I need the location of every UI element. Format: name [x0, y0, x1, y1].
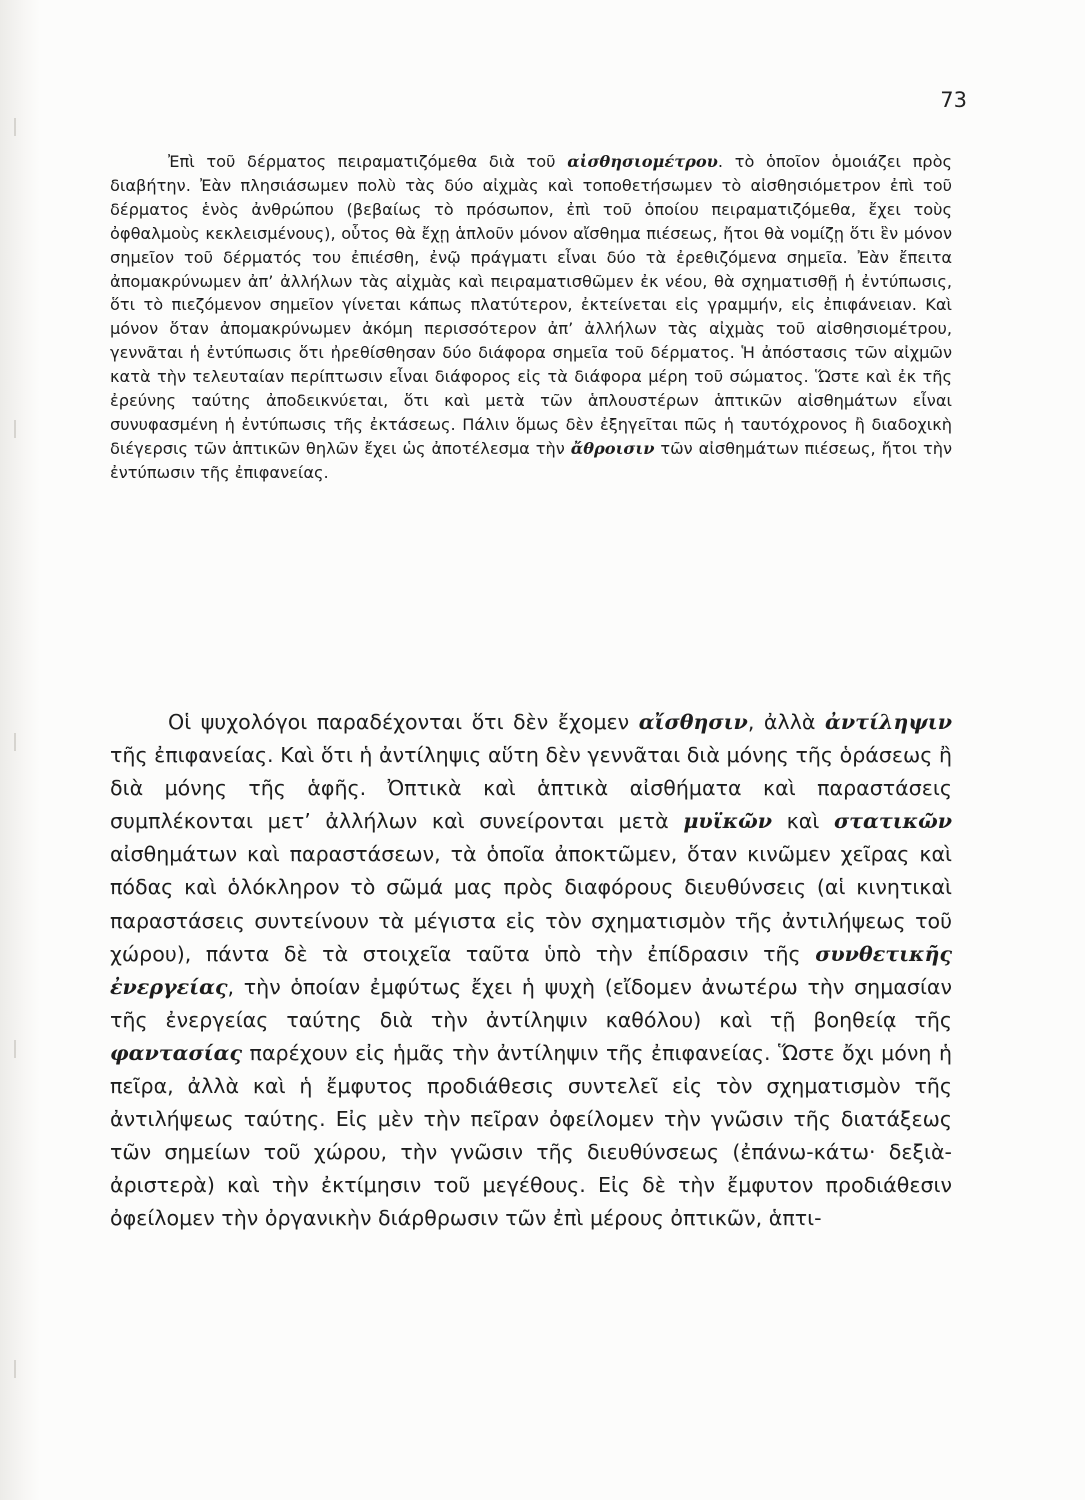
- edge-mark: [14, 1360, 16, 1378]
- paragraph-1: [110, 150, 952, 485]
- emphasis-term: μυϊκῶν: [683, 809, 773, 834]
- emphasis-term: ἄθροισιν: [570, 438, 655, 458]
- text-run: Ἐπὶ τοῦ δέρματος πειραματιζόμεθα διὰ τοῦ: [168, 152, 568, 171]
- emphasis-term: αἴσθησιν: [638, 710, 748, 734]
- edge-mark: [14, 733, 16, 751]
- text-run: τῶν αἰσθημάτων πιέσεως, ἤτοι τὴν ἐντύπωσιν τῆς ἐπιφανείας.: [110, 438, 952, 482]
- text-run: , ἀλλὰ: [747, 710, 825, 734]
- edge-mark: [14, 1040, 16, 1058]
- paragraph-2-text: [110, 706, 952, 1236]
- emphasis-term: αἰσθησιομέτρου: [567, 152, 718, 171]
- paragraph-1-text: [110, 150, 952, 485]
- page-gutter-edge: [0, 0, 40, 1500]
- edge-mark: [14, 420, 16, 438]
- emphasis-term: στατικῶν: [833, 809, 952, 834]
- emphasis-term: συνθετικῆς ἐνεργείας: [110, 941, 952, 999]
- emphasis-term: ἀντίληψιν: [824, 710, 952, 734]
- emphasis-term: φαντασίας: [110, 1040, 243, 1065]
- page-number: 73: [940, 88, 967, 112]
- text-run: τῆς ἐπιφανείας. Καὶ ὅτι ἡ ἀντίληψις αὕτη δὲν γεννᾶται διὰ μόνης τῆς ὁράσεως ἢ διὰ μόνης τῆς ἁφῆς. Ὀπτικὰ καὶ ἁπτικὰ αἰσθήματα καὶ παραστάσεις συμπλέκονται μετ’ ἀλλήλων καὶ συνείρονται μετὰ: [110, 743, 952, 834]
- text-run: Οἱ ψυχολόγοι παραδέχονται ὅτι δὲν ἔχομεν: [168, 710, 639, 734]
- text-run: . τὸ ὁποῖον ὁμοιάζει πρὸς διαβήτην. Ἐὰν πλησιάσωμεν πολὺ τὰς δύο αἰχμὰς καὶ τοποθετήσωμεν τὸ αἰσθησιόμετρον ἐπὶ τοῦ δέρματος ἑνὸς ἀνθρώπου (βεβαίως τὸ πρόσωπον, ἐπὶ τοῦ ὁποίου πειραματιζόμεθα, ἔχει τοὺς ὀφθαλμοὺς κεκλεισμένους), οὗτος θὰ ἔχῃ ἁπλοῦν μόνον αἴσθημα πιέσεως, ἤτοι θὰ νομίζῃ ὅτι ἓν μόνον σημεῖον τοῦ δέρματός του ἐπιέσθη, ἐνῷ πράγματι εἶναι δύο τὰ ἐρεθιζόμενα σημεῖα. Ἐὰν ἔπειτα ἀπομακρύνωμεν ἀπ’ ἀλλήλων τὰς αἰχμὰς καὶ πειραματισθῶμεν ἐκ νέου, θὰ σχηματισθῇ ἡ ἐντύπωσις, ὅτι τὸ πιεζόμενον σημεῖον γίνεται κάπως πλατύτερον, ἐκτείνεται εἰς γραμμήν, εἰς ἐπιφάνειαν. Καὶ μόνον ὅταν ἀπομακρύνωμεν ἀκόμη περισσότερον ἀπ’ ἀλλήλων τὰς αἰχμὰς τοῦ αἰσθησιομέτρου, γεννᾶται ἡ ἐντύπωσις ὅτι ἠρεθίσθησαν δύο διάφορα σημεῖα τοῦ δέρματος. Ἡ ἀπόστασις τῶν αἰχμῶν κατὰ τὴν τελευταίαν περίπτωσιν εἶναι διάφορος εἰς τὰ διάφορα μέρη τοῦ σώματος. Ὥστε καὶ ἐκ τῆς ἐρεύνης ταύτης ἀποδεικνύεται, ὅτι καὶ μετὰ τῶν ἁπλουστέρων ἁπτικῶν αἰσθημάτων εἶναι συνυφασμένη ἡ ἐντύπωσις τῆς ἐκτάσεως. Πάλιν ὅμως δὲν ἐξηγεῖται πῶς ἡ ταυτόχρονος ἢ διαδοχικὴ διέγερσις τῶν ἁπτικῶν θηλῶν ἔχει ὡς ἀποτέλεσμα τὴν: [110, 152, 952, 458]
- paragraph-2: [110, 706, 952, 1236]
- text-run: παρέχουν εἰς ἡμᾶς τὴν ἀντίληψιν τῆς ἐπιφανείας. Ὥστε ὄχι μόνη ἡ πεῖρα, ἀλλὰ καὶ ἡ ἔμφυτος προδιάθεσις συντελεῖ εἰς τὸν σχηματισμὸν τῆς ἀντιλήψεως ταύτης. Εἰς μὲν τὴν πεῖραν ὀφείλομεν τὴν γνῶσιν τῆς διατάξεως τῶν σημείων τοῦ χώρου, τὴν γνῶσιν τῆς διευθύνσεως (ἐπάνω-κάτω· δεξιὰ-ἀριστερὰ) καὶ τὴν ἐκτίμησιν τοῦ μεγέθους. Εἰς δὲ τὴν ἔμφυτον προδιάθεσιν ὀφείλομεν τὴν ὀργανικὴν διάρθρωσιν τῶν ἐπὶ μέρους ὀπτικῶν, ἁπτι-: [110, 1040, 952, 1231]
- text-run: καὶ: [772, 809, 834, 834]
- text-run: , τὴν ὁποίαν ἐμφύτως ἔχει ἡ ψυχὴ (εἴδομεν ἀνωτέρω τὴν σημασίαν τῆς ἐνεργείας ταύτης διὰ τὴν ἀντίληψιν καθόλου) καὶ τῇ βοηθείᾳ τῆς: [110, 974, 952, 1032]
- text-run: αἰσθημάτων καὶ παραστάσεων, τὰ ὁποῖα ἀποκτῶμεν, ὅταν κινῶμεν χεῖρας καὶ πόδας καὶ ὁλόκληρον τὸ σῶμά μας πρὸς διαφόρους διευθύνσεις (αἱ κινητικαὶ παραστάσεις συντείνουν τὰ μέγιστα εἰς τὸν σχηματισμὸν τῆς ἀντιλήψεως τοῦ χώρου), πάντα δὲ τὰ στοιχεῖα ταῦτα ὑπὸ τὴν ἐπίδρασιν τῆς: [110, 842, 952, 966]
- edge-mark: [14, 118, 16, 136]
